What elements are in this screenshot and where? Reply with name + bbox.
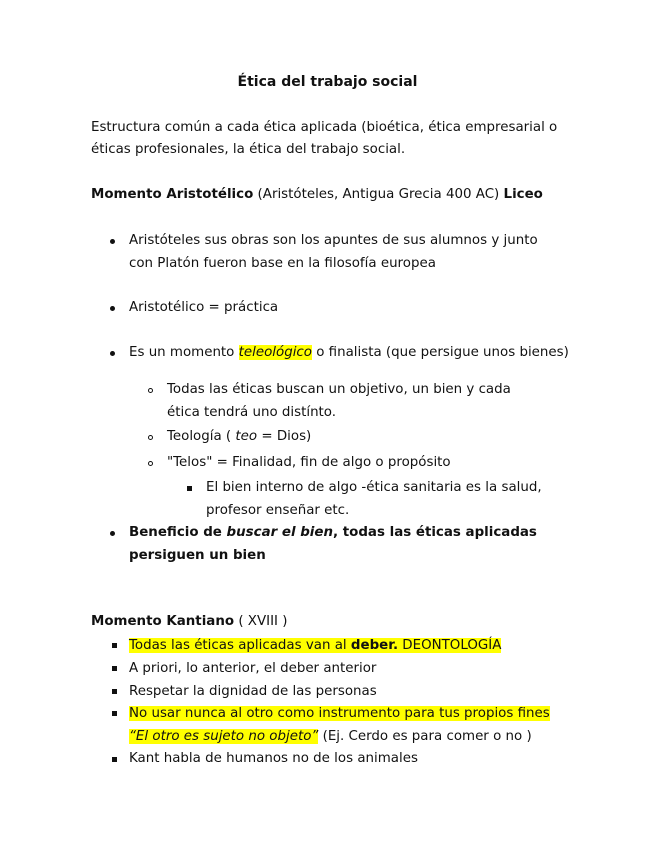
text-run: Es un momento — [129, 345, 239, 360]
list-item: A priori, lo anterior, el deber anterior — [129, 661, 377, 676]
intro-paragraph: Estructura común a cada ética aplicada (bioética, ética empresarial o éticas profesionales, la ética del trabajo social. — [91, 120, 558, 157]
section-heading-aristotelico — [91, 184, 561, 206]
bullet-square — [187, 486, 192, 491]
text-run: deber. — [350, 638, 399, 653]
list-item — [129, 702, 569, 748]
bullet-circle — [148, 435, 153, 440]
heading-detail: (Aristóteles, Antigua Grecia 400 AC) — [253, 187, 504, 202]
text-run: Todas las éticas aplicadas van al — [129, 638, 351, 653]
bullet-dot — [110, 531, 115, 536]
list-item: Todas las éticas buscan un objetivo, un bien y cada ética tendrá uno distínto. — [167, 382, 511, 420]
text-run: Beneficio de — [129, 525, 227, 540]
bullet-dot — [110, 351, 115, 356]
page-title: Ética del trabajo social — [237, 74, 418, 90]
heading-bold: Momento Aristotélico — [91, 187, 254, 202]
list-item — [129, 521, 549, 567]
bullet-square — [112, 643, 117, 648]
bullet-circle — [148, 388, 153, 393]
bullet-square — [112, 666, 117, 671]
bullet-dot — [110, 306, 115, 311]
highlighted-term: teleológico — [238, 345, 312, 360]
text-run: DEONTOLOGÍA — [398, 638, 502, 653]
bullet-square — [112, 711, 117, 716]
bullet-square — [112, 689, 117, 694]
list-item: Respetar la dignidad de las personas — [129, 684, 377, 699]
bullet-square — [112, 757, 117, 762]
list-item: Aristóteles sus obras son los apuntes de sus alumnos y junto con Platón fueron base en la filosofía europea — [129, 233, 538, 271]
highlighted-quote: “El otro es sujeto no objeto” — [129, 729, 319, 744]
text-run: buscar el bien — [226, 525, 333, 540]
list-item — [129, 634, 569, 657]
text-run: o finalista (que persigue unos bienes) — [311, 345, 569, 360]
list-item: El bien interno de algo -ética sanitaria es la salud, profesor enseñar etc. — [206, 480, 542, 518]
text-run: , todas las éticas aplicadas persiguen un bien — [129, 525, 537, 563]
list-item: "Telos" = Finalidad, fin de algo o propósito — [167, 455, 451, 470]
section-heading-kantiano — [91, 611, 561, 633]
list-item: Kant habla de humanos no de los animales — [129, 751, 418, 766]
bullet-dot — [110, 239, 115, 244]
heading-bold: Momento Kantiano — [91, 614, 235, 629]
bullet-circle — [148, 461, 153, 466]
text-run: teo — [235, 429, 258, 444]
heading-detail: ( XVIII ) — [234, 614, 288, 629]
text-run: = Dios) — [257, 429, 312, 444]
text-run: (Ej. Cerdo es para comer o no ) — [318, 729, 532, 744]
list-item: Aristotélico = práctica — [129, 300, 279, 315]
list-item — [167, 425, 547, 448]
list-item — [129, 341, 569, 364]
text-run: Teología ( — [167, 429, 236, 444]
heading-liceo: Liceo — [503, 187, 543, 202]
highlighted-text: No usar nunca al otro como instrumento para tus propios fines — [129, 706, 550, 721]
